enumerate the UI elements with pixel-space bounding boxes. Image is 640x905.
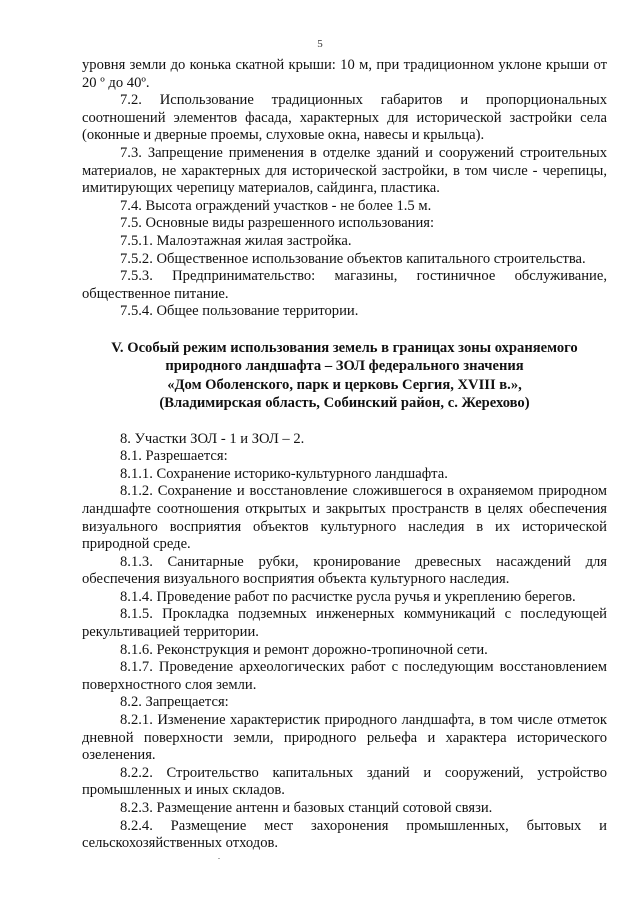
scan-speck [218, 858, 220, 859]
section-heading [82, 339, 607, 413]
paragraph: 8.1.7. Проведение археологических работ с последующим восстановлением поверхностного слоя земли. [82, 659, 607, 693]
paragraph: 8.2.2. Строительство капитальных зданий и сооружений, устройство промышленных и иных складов. [82, 764, 607, 799]
paragraph: 8.1.5. Прокладка подземных инженерных коммуникаций с последующей рекультивацией территории. [82, 606, 607, 641]
section-heading-line: природного ландшафта – ЗОЛ федерального значения [165, 358, 524, 375]
paragraph: 8.2.4. Размещение мест захоронения промышленных, бытовых и сельскохозяйственных отходов. [82, 817, 607, 852]
paragraph: 8.1.4. Проведение работ по расчистке русла ручья и укреплению берегов. [120, 588, 576, 605]
paragraph: 8.1.1. Сохранение историко-культурного ландшафта. [120, 465, 448, 482]
paragraph: 8.1.3. Санитарные рубки, кронирование древесных насаждений для обеспечения визуального восприятия объекта культурного наследия. [82, 553, 607, 588]
paragraph: уровня земли до конька скатной крыши: 10 м, при традиционном уклоне крыши от 20 º до 40º. [82, 57, 607, 91]
paragraph: 8.1. Разрешается: [120, 448, 228, 465]
paragraph: 8.1.2. Сохранение и восстановление сложившегося в охраняемом природном ландшафте соотношения открытых и закрытых пространств в целях обеспечения визуального восприятия объектов культурного наследия в их исторической природной среде. [82, 483, 607, 553]
document-body [82, 57, 607, 853]
paragraph: 7.5. Основные виды разрешенного использования: [120, 215, 435, 232]
paragraph: 8.2. Запрещается: [120, 694, 229, 711]
section-heading-line: V. Особый режим использования земель в границах зоны охраняемого [111, 339, 578, 356]
paragraph: 7.2. Использование традиционных габаритов и пропорциональных соотношений элементов фасада, характерных для исторической застройки села (оконные и дверные проемы, слуховые окна, навесы и крыльца). [82, 92, 607, 144]
paragraph: 7.5.2. Общественное использование объектов капитального строительства. [120, 250, 586, 267]
paragraph: 8. Участки ЗОЛ - 1 и ЗОЛ – 2. [120, 430, 305, 447]
section-seven-text [82, 57, 607, 321]
paragraph: 8.2.3. Размещение антенн и базовых станций сотовой связи. [120, 800, 493, 816]
paragraph: 7.4. Высота ограждений участков - не более 1.5 м. [120, 197, 432, 214]
paragraph: 7.5.4. Общее пользование территории. [120, 303, 359, 320]
paragraph: 8.1.6. Реконструкция и ремонт дорожно-тропиночной сети. [120, 641, 488, 658]
section-heading-line: (Владимирская область, Собинский район, с. Жерехово) [159, 395, 530, 412]
paragraph: 8.2.1. Изменение характеристик природного ландшафта, в том числе отметок дневной поверхности земли, природного рельефа и характера исторического озеленения. [82, 712, 607, 764]
paragraph: 7.5.1. Малоэтажная жилая застройка. [120, 232, 352, 249]
page-number: 5 [317, 38, 323, 50]
section-heading-line: «Дом Оболенского, парк и церковь Сергия, XVIII в.», [167, 376, 522, 393]
section-eight-text [82, 431, 607, 853]
paragraph: 7.3. Запрещение применения в отделке зданий и сооружений строительных материалов, не характерных для исторической застройки, в том числе - черепицы, имитирующих черепицу материалов, сайдинга, пластика. [82, 144, 607, 197]
paragraph: 7.5.3. Предпринимательство: магазины, гостиничное обслуживание, общественное питание. [82, 268, 607, 302]
